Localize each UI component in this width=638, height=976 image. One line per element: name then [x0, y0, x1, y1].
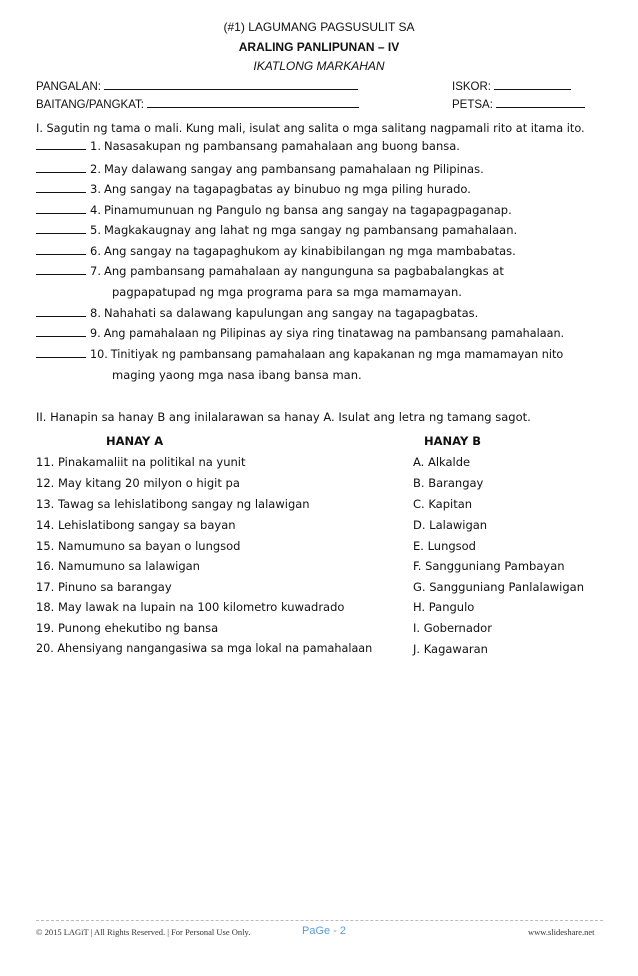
subject-title: ARALING PANLIPUNAN – IV: [238, 40, 400, 54]
column-a-item: 16. Namumuno sa lalawigan: [36, 559, 200, 573]
column-a-item: 15. Namumuno sa bayan o lungsod: [36, 539, 241, 553]
answer-blank[interactable]: [36, 191, 86, 193]
test-title: (#1) LAGUMANG PAGSUSULIT SA: [223, 20, 415, 34]
list-item: 1. Nasasakupan ng pambansang pamahalaan ang buong bansa.: [36, 139, 460, 153]
list-item: 8. Nahahati sa dalawang kapulungan ang sangay na tagapagbatas.: [36, 306, 478, 320]
column-b-item: A. Alkalde: [413, 455, 471, 469]
answer-blank[interactable]: [36, 212, 86, 214]
grade-section-field[interactable]: [36, 96, 359, 111]
footer-site-link[interactable]: www.slideshare.net: [528, 927, 595, 937]
footer-copyright: © 2015 LAGiT | All Rights Reserved. | For Personal Use Only.: [36, 927, 251, 937]
score-label: ISKOR:: [452, 81, 491, 93]
column-b-item: F. Sangguniang Pambayan: [413, 559, 565, 573]
quarter-title: IKATLONG MARKAHAN: [253, 59, 385, 73]
column-b-item: J. Kagawaran: [413, 642, 488, 656]
column-a-item: 19. Punong ehekutibo ng bansa: [36, 621, 219, 635]
grade-section-label: BAITANG/PANGKAT:: [36, 99, 144, 111]
footer-divider: [36, 920, 603, 921]
name-label: PANGALAN:: [36, 81, 101, 93]
column-b-item: I. Gobernador: [413, 621, 492, 635]
answer-blank[interactable]: [36, 315, 86, 317]
column-a-item: 14. Lehislatibong sangay sa bayan: [36, 518, 236, 532]
column-a-item: 18. May lawak na lupain na 100 kilometro kuwadrado: [36, 600, 345, 614]
name-line: [104, 78, 358, 90]
column-a-item: 12. May kitang 20 milyon o higit pa: [36, 476, 240, 490]
name-field[interactable]: [36, 78, 358, 93]
grade-section-line: [147, 96, 359, 108]
column-b-item: C. Kapitan: [413, 497, 473, 511]
list-item: 7. Ang pambansang pamahalaan ay nangunguna sa pagbabalangkas at: [36, 264, 504, 278]
list-item: 9. Ang pamahalaan ng Pilipinas ay siya ring tinatawag na pambansang pamahalaan.: [36, 327, 564, 340]
column-b-item: H. Pangulo: [413, 600, 475, 614]
list-item: 10. Tinitiyak ng pambansang pamahalaan ang kapakanan ng mga mamamayan nito: [36, 348, 563, 361]
answer-blank[interactable]: [36, 232, 86, 234]
list-item: 2. May dalawang sangay ang pambansang pamahalaan ng Pilipinas.: [36, 162, 484, 176]
answer-blank[interactable]: [36, 356, 86, 358]
column-a-item: 11. Pinakamaliit na politikal na yunit: [36, 455, 246, 469]
score-field[interactable]: [452, 78, 571, 93]
list-item: 3. Ang sangay na tagapagbatas ay binubuo ng mga piling hurado.: [36, 182, 471, 196]
column-b-title: HANAY B: [424, 434, 482, 448]
column-b-item: B. Barangay: [413, 476, 484, 490]
score-line: [494, 78, 571, 90]
list-item: 5. Magkakaugnay ang lahat ng mga sangay ng pambansang pamahalaan.: [36, 223, 517, 237]
part2-instruction: II. Hanapin sa hanay B ang inilalarawan sa hanay A. Isulat ang letra ng tamang sagot.: [36, 410, 531, 424]
column-a-item: 13. Tawag sa lehislatibong sangay ng lalawigan: [36, 497, 310, 511]
answer-blank[interactable]: [36, 335, 86, 337]
column-b-item: G. Sangguniang Panlalawigan: [413, 580, 584, 594]
date-label: PETSA:: [452, 99, 493, 111]
page-number: PaGe - 2: [302, 925, 347, 937]
column-b-item: E. Lungsod: [413, 539, 476, 553]
list-item-continuation: maging yaong mga nasa ibang bansa man.: [112, 368, 362, 382]
column-a-item: 17. Pinuno sa barangay: [36, 580, 172, 594]
list-item-continuation: pagpapatupad ng mga programa para sa mga mamamayan.: [112, 285, 462, 299]
answer-blank[interactable]: [36, 148, 86, 150]
list-item: 4. Pinamumunuan ng Pangulo ng bansa ang sangay na tagapagpaganap.: [36, 203, 512, 217]
part1-instruction: I. Sagutin ng tama o mali. Kung mali, isulat ang salita o mga salitang nagpamali rito at itama ito.: [36, 122, 585, 135]
column-a-item: 20. Ahensiyang nangangasiwa sa mga lokal na pamahalaan: [36, 642, 373, 655]
date-field[interactable]: [452, 96, 585, 111]
column-a-title: HANAY A: [106, 434, 164, 448]
answer-blank[interactable]: [36, 273, 86, 275]
date-line: [496, 96, 585, 108]
list-item: 6. Ang sangay na tagapaghukom ay kinabibilangan ng mga mambabatas.: [36, 244, 516, 258]
column-b-item: D. Lalawigan: [413, 518, 488, 532]
answer-blank[interactable]: [36, 171, 86, 173]
answer-blank[interactable]: [36, 253, 86, 255]
